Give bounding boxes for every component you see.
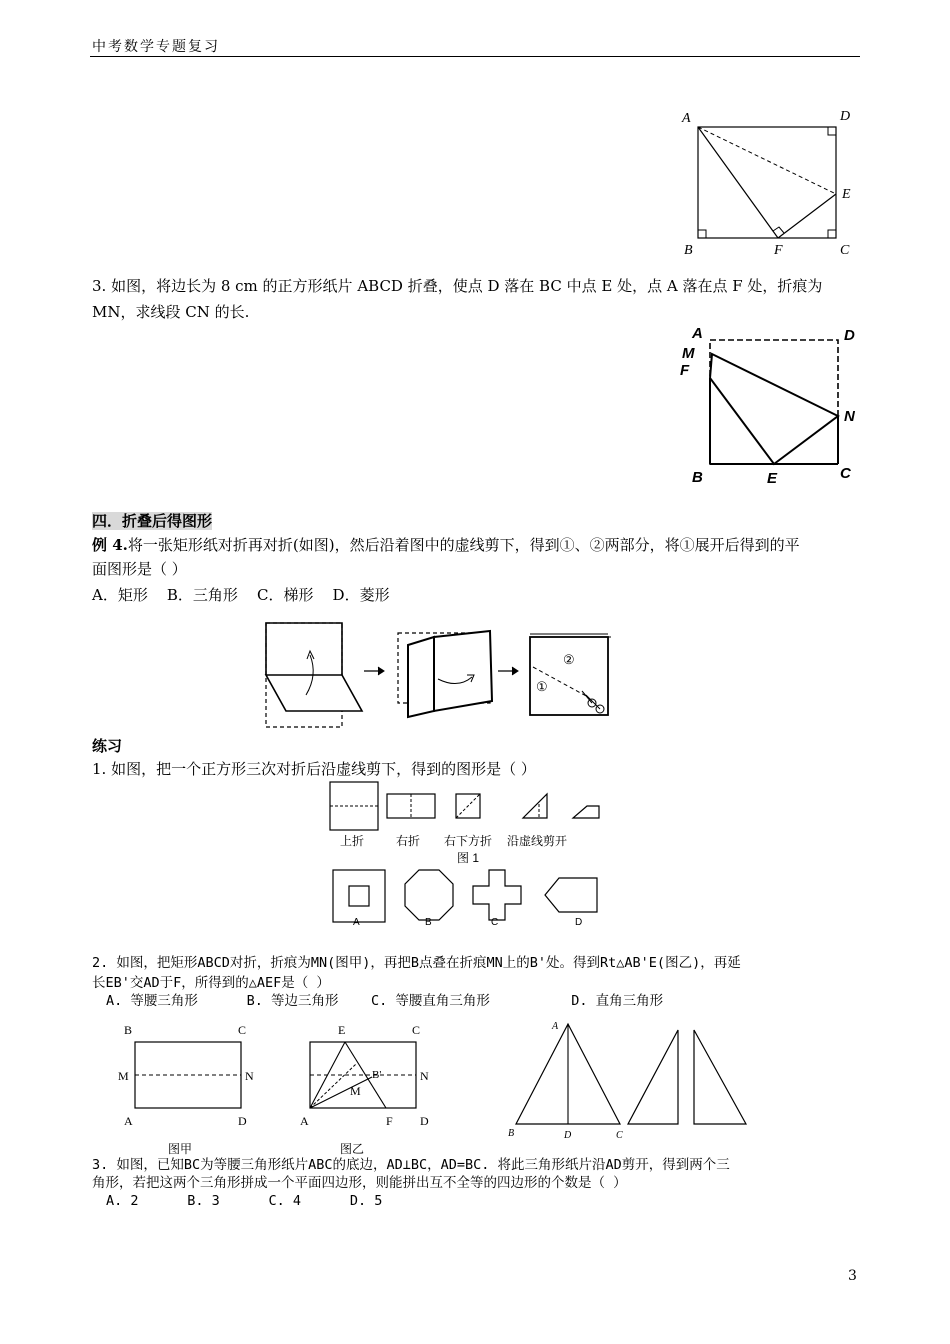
jia-a: A (124, 1114, 133, 1128)
yi-c: C (412, 1023, 421, 1037)
yi-n: N (420, 1069, 429, 1083)
label-b: B (684, 243, 693, 258)
tri-c: C (616, 1130, 623, 1141)
label-m: M (682, 345, 695, 362)
practice-q2-options: A. 等腰三角形 B. 等边三角形 C. 等腰直角三角形 D. 直角三角形 (106, 993, 664, 1009)
practice-q1: 1. 如图，把一个正方形三次对折后沿虚线剪下，得到的图形是（ ） (92, 760, 536, 778)
circle-1-label: ① (536, 679, 548, 694)
section4-title (92, 510, 212, 532)
example4-line2: 面图形是（ ） (92, 560, 187, 578)
label-n: N (844, 408, 855, 425)
section4-title-text: 四．折叠后得图形 (92, 512, 213, 530)
label-d: D (844, 327, 855, 344)
label-e: E (842, 187, 851, 202)
example4-line1 (92, 532, 800, 558)
problem3-line2: MN，求线段 CN 的长. (92, 303, 250, 321)
choice-d: D (575, 917, 583, 928)
figure-choice-shapes (325, 864, 615, 934)
practice-title: 练习 (92, 737, 123, 755)
figure-jia (110, 1020, 270, 1155)
yi-d: D (420, 1114, 429, 1128)
practice-q3-options: A. 2 B. 3 C. 4 D. 5 (106, 1193, 383, 1209)
choice-b: B (425, 917, 432, 928)
tri-b: B (508, 1128, 515, 1139)
step-label-1: 上折 (340, 834, 365, 848)
choice-a: A (353, 917, 360, 928)
circle-2-label: ② (563, 652, 575, 667)
example4-text: 将一张矩形纸对折再对折(如图)，然后沿着图中的虚线剪下，得到①、②两部分，将①展开后得到的平 (127, 536, 800, 554)
figure-square-fold (670, 320, 870, 495)
label-e: E (767, 470, 778, 487)
example4-label: 例 4. (92, 536, 128, 554)
jia-m: M (118, 1069, 129, 1083)
header-rule (90, 56, 860, 57)
jia-b: B (124, 1023, 133, 1037)
label-a: A (682, 111, 691, 126)
yi-m: M (350, 1084, 361, 1098)
practice-q2-line2: 长EB'交AD于F，所得到的△AEF是（ ） (92, 975, 330, 991)
figure-isosceles-triangles (500, 1016, 760, 1144)
page-header: 中考数学专题复习 (92, 39, 220, 55)
step-label-2: 右折 (396, 834, 421, 848)
label-c: C (840, 465, 851, 482)
label-c: C (840, 243, 850, 258)
practice-q3-line1: 3. 如图，已知BC为等腰三角形纸片ABC的底边，AD⊥BC，AD=BC. 将此三角形纸片沿AD剪开，得到两个三 (92, 1157, 730, 1173)
practice-q3-line2: 角形，若把这两个三角形拼成一个平面四边形，则能拼出互不全等的四边形的个数是（ ） (92, 1175, 627, 1191)
jia-n: N (245, 1069, 254, 1083)
label-f: F (680, 362, 690, 379)
jia-d: D (238, 1114, 247, 1128)
figure-rectangle-abcd (670, 100, 860, 265)
choice-c: C (491, 917, 499, 928)
yi-e: E (338, 1023, 346, 1037)
yi-a: A (300, 1114, 309, 1128)
problem3-line1: 3. 如图，将边长为 8 cm 的正方形纸片 ABCD 折叠，使点 D 落在 BC 中点 E 处，点 A 落在点 F 处，折痕为 (92, 277, 823, 295)
step-label-4: 沿虚线剪开 (507, 834, 568, 848)
tri-a: A (552, 1021, 559, 1032)
label-f: F (774, 243, 783, 258)
page-number: 3 (848, 1268, 857, 1284)
caption-yi: 图乙 (340, 1142, 365, 1156)
label-d: D (840, 109, 851, 124)
figure1-caption: 图 1 (457, 851, 480, 865)
figure-fold-steps (258, 615, 618, 735)
yi-bprime: B' (372, 1069, 382, 1081)
jia-c: C (238, 1023, 247, 1037)
example4-options: A．矩形 B．三角形 C．梯形 D．菱形 (92, 586, 390, 604)
caption-jia: 图甲 (168, 1142, 193, 1156)
label-b: B (692, 469, 703, 486)
tri-d: D (564, 1130, 572, 1141)
practice-q2-line1: 2. 如图，把矩形ABCD对折，折痕为MN(图甲)，再把B点叠在折痕MN上的B'处。得到Rt△AB'E(图乙)，再延 (92, 955, 741, 971)
figure-yi (290, 1020, 450, 1155)
label-a: A (692, 325, 703, 342)
yi-f: F (386, 1114, 393, 1128)
step-label-3: 右下方折 (444, 834, 493, 848)
